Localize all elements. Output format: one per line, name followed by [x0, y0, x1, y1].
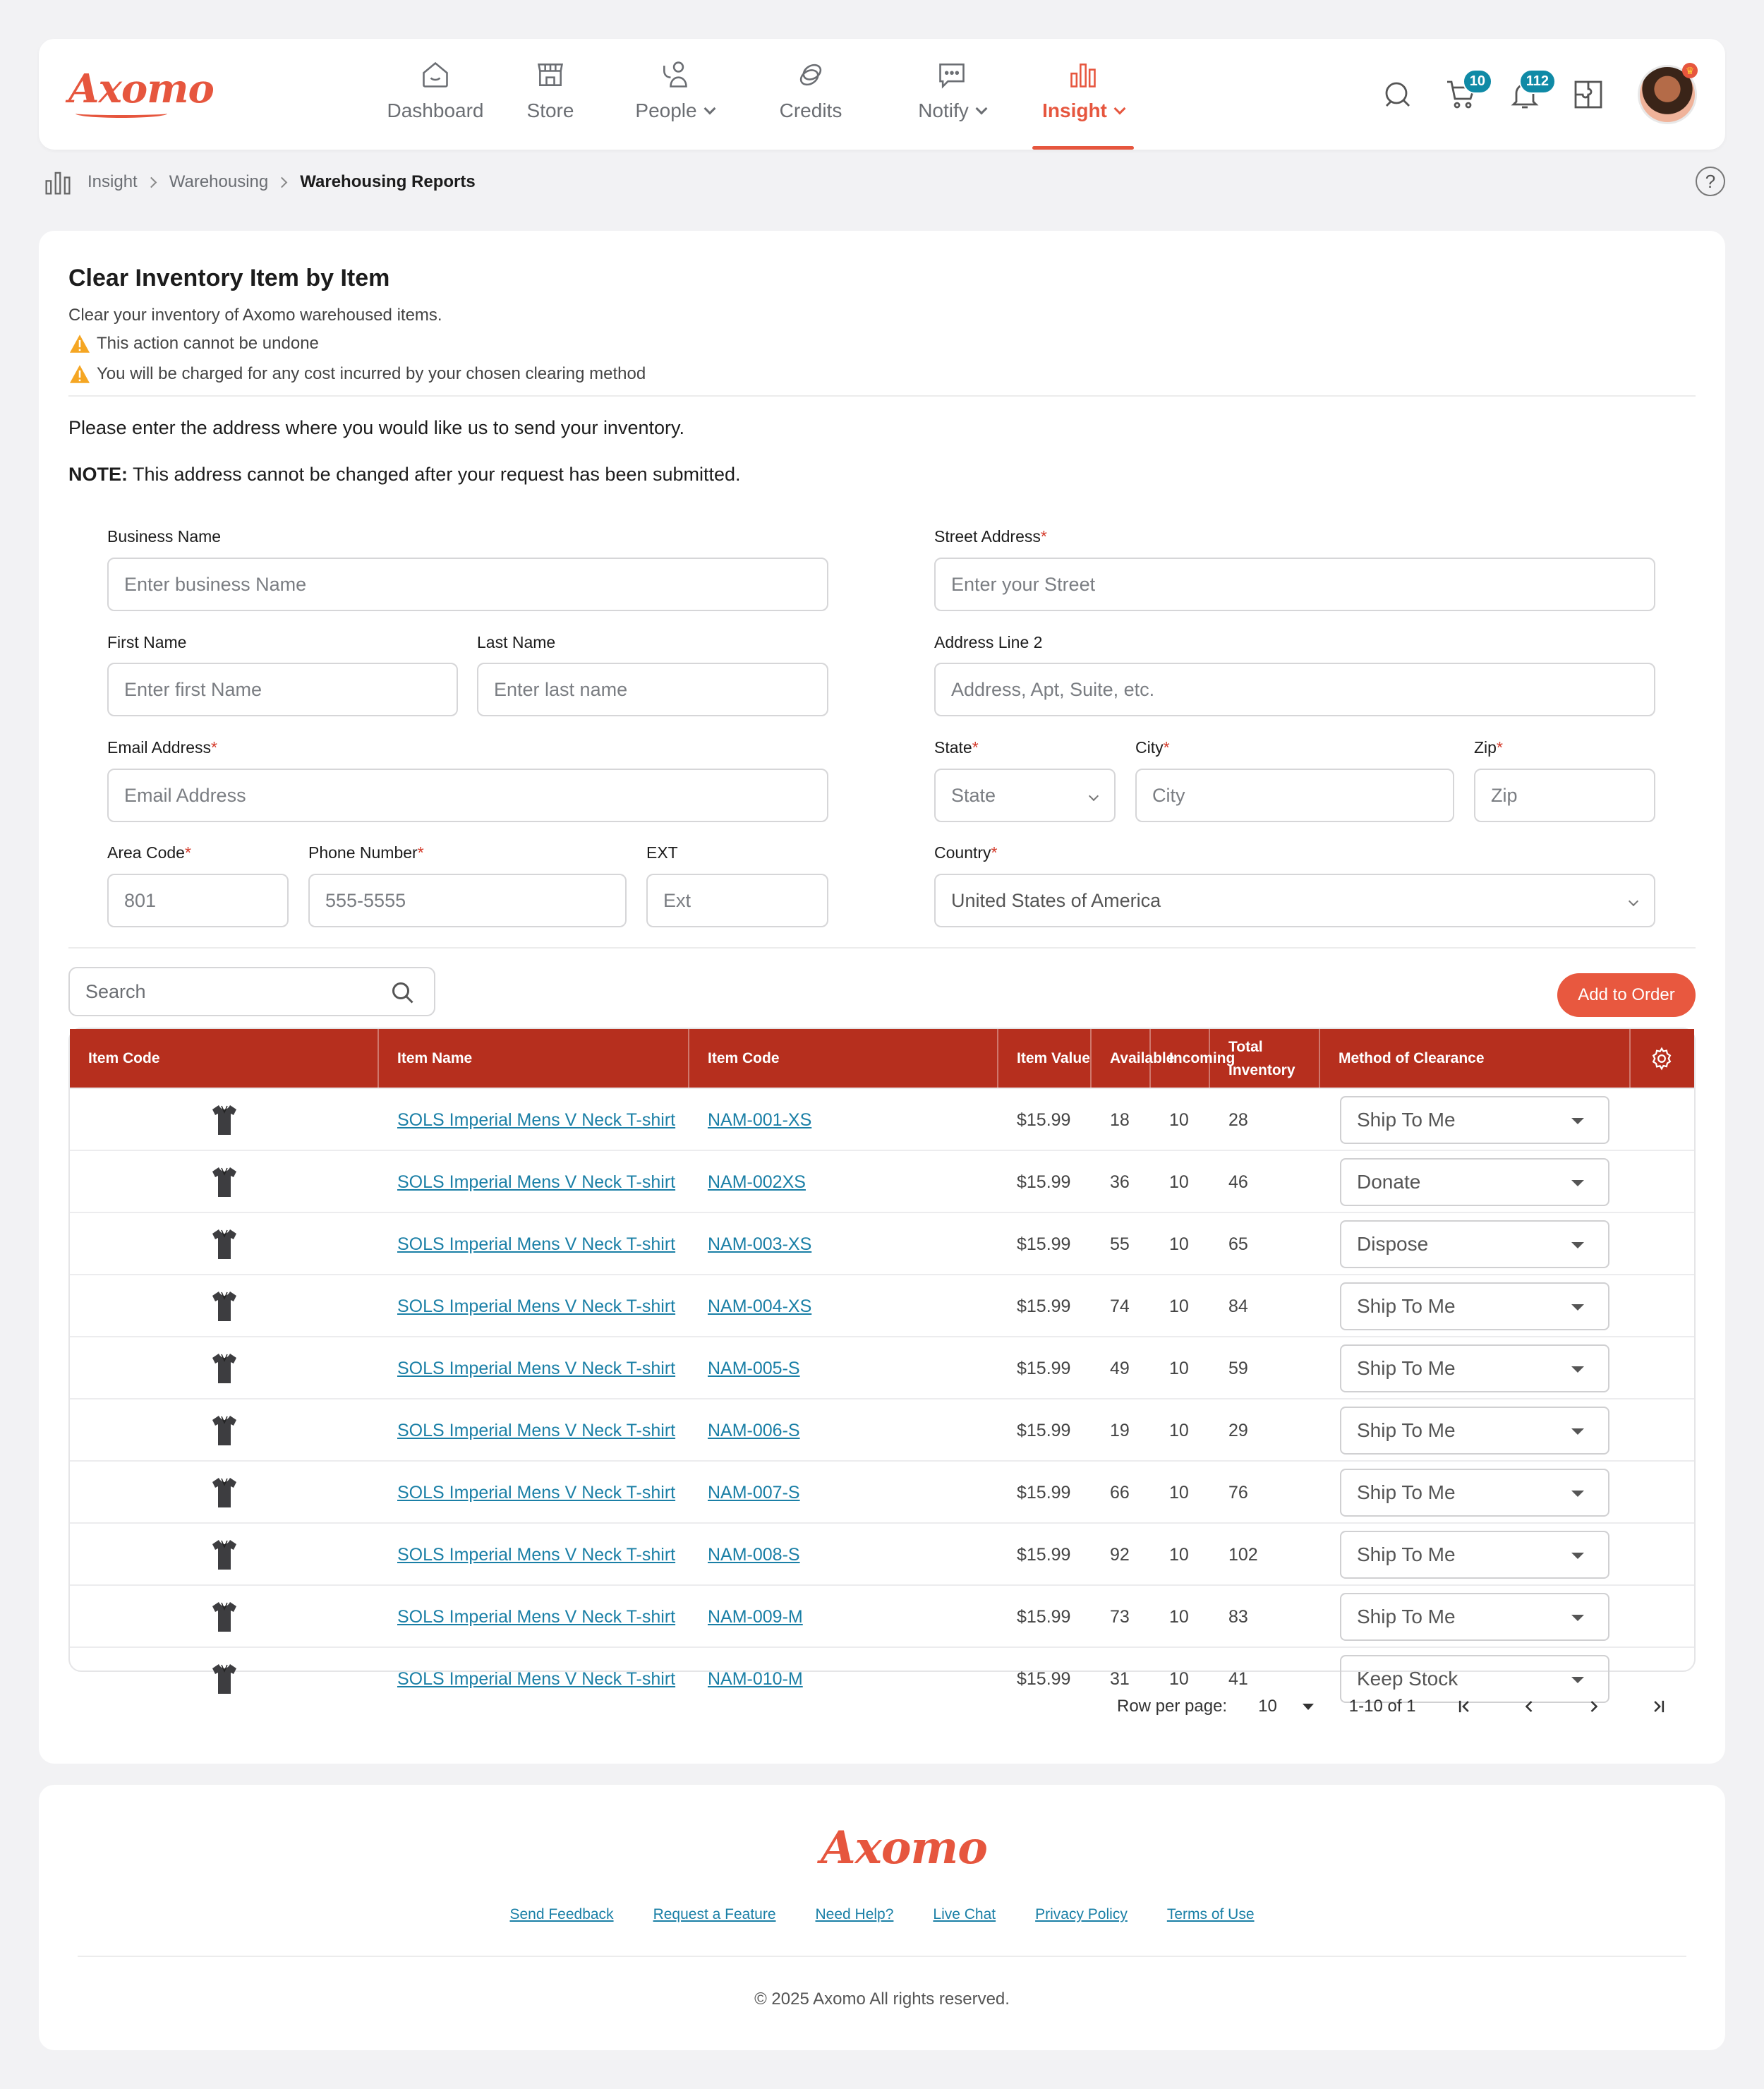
column-header[interactable]: Item Code [689, 1029, 998, 1088]
available-count: 31 [1110, 1668, 1130, 1689]
home-smile-icon [419, 59, 452, 91]
chevron-right-icon [1584, 1697, 1604, 1716]
column-settings[interactable] [1631, 1029, 1697, 1088]
notifications-button[interactable] [1504, 73, 1549, 116]
tshirt-thumbnail-icon [210, 1476, 238, 1510]
item-name-link[interactable]: SOLS Imperial Mens V Neck T-shirt [397, 1172, 676, 1192]
footer [39, 1785, 1725, 2050]
warning-line [68, 334, 319, 354]
caret-down-icon [1571, 1118, 1584, 1124]
item-name-cell [379, 1337, 689, 1399]
item-code-link[interactable]: NAM-008-S [708, 1544, 800, 1565]
puzzle-icon [1571, 78, 1605, 112]
notification-count-badge: 112 [1519, 69, 1556, 94]
state-select[interactable] [934, 769, 1116, 822]
city-input[interactable]: City [1135, 769, 1454, 822]
table-row [70, 1460, 1694, 1522]
item-name-link[interactable]: SOLS Imperial Mens V Neck T-shirt [397, 1234, 676, 1254]
item-value: $15.99 [1017, 1358, 1071, 1378]
clearance-method-value: Ship To Me [1357, 1543, 1456, 1565]
tshirt-thumbnail-icon [210, 1414, 238, 1447]
help-icon[interactable]: ? [1696, 167, 1725, 196]
item-code-cell [689, 1648, 998, 1710]
main-card [39, 231, 1725, 1764]
bar-chart-icon [44, 169, 72, 195]
item-value: $15.99 [1017, 1668, 1071, 1689]
breadcrumb [44, 169, 476, 195]
available-count: 36 [1110, 1172, 1130, 1192]
ext-input[interactable]: Ext [646, 874, 828, 927]
caret-down-icon [1571, 1615, 1584, 1621]
clearance-method-value: Ship To Me [1357, 1606, 1456, 1627]
item-code-link[interactable]: NAM-004-XS [708, 1296, 812, 1316]
required-mark: * [1163, 738, 1170, 757]
city-label [1135, 738, 1170, 757]
area-code-label-text: Area Code [107, 843, 185, 862]
state-label [934, 738, 979, 757]
item-code-cell [689, 1399, 998, 1462]
nav-label [1042, 100, 1124, 122]
item-code-cell [689, 1524, 998, 1586]
item-name-cell [379, 1586, 689, 1648]
note-label: NOTE: [68, 464, 128, 485]
item-value: $15.99 [1017, 1234, 1071, 1254]
footer-logo[interactable]: Axomo [821, 1822, 987, 1874]
column-header[interactable]: Item Value [998, 1029, 1092, 1088]
nav-label: Dashboard [387, 100, 484, 121]
area-code-input[interactable]: 801 [107, 874, 289, 927]
inventory-table [68, 1028, 1696, 1690]
clearance-method-select[interactable] [1340, 1407, 1609, 1455]
total-inventory: 102 [1228, 1544, 1258, 1565]
nav-label: Credits [779, 100, 842, 121]
cart-button[interactable] [1440, 73, 1485, 116]
available-count: 18 [1110, 1109, 1130, 1130]
caret-down-icon [1571, 1553, 1584, 1559]
add-to-order-button[interactable]: Add to Order [1557, 973, 1696, 1017]
tshirt-thumbnail-icon [210, 1662, 238, 1696]
country-label [934, 843, 998, 862]
zip-input[interactable]: Zip [1474, 769, 1655, 822]
business-name-input[interactable]: Enter business Name [107, 558, 828, 611]
required-mark: * [1040, 527, 1047, 546]
nav-label-text: Notify [918, 100, 969, 121]
item-name-link[interactable]: SOLS Imperial Mens V Neck T-shirt [397, 1109, 676, 1130]
clearance-method-select[interactable] [1340, 1158, 1609, 1206]
pagination [1117, 1689, 1676, 1724]
caret-down-icon [1571, 1366, 1584, 1373]
clearance-method-value: Keep Stock [1357, 1668, 1458, 1690]
available-count: 49 [1110, 1358, 1130, 1378]
available-count: 66 [1110, 1482, 1130, 1503]
main-nav [377, 39, 1128, 150]
privacy-policy-link[interactable]: Privacy Policy [1035, 1906, 1128, 1922]
item-name-cell [379, 1399, 689, 1462]
item-code-link[interactable]: NAM-010-M [708, 1668, 803, 1689]
clearance-method-value: Ship To Me [1357, 1295, 1456, 1317]
brand-logo[interactable] [68, 66, 214, 112]
item-value: $15.99 [1017, 1109, 1071, 1130]
item-code-link[interactable]: NAM-007-S [708, 1482, 800, 1503]
send-feedback-link[interactable]: Send Feedback [509, 1906, 614, 1922]
item-code-cell [689, 1089, 998, 1151]
item-name-link[interactable]: SOLS Imperial Mens V Neck T-shirt [397, 1420, 676, 1440]
clearance-method-value: Ship To Me [1357, 1481, 1456, 1503]
required-mark: * [991, 843, 998, 862]
tshirt-thumbnail-icon [210, 1227, 238, 1261]
item-code-link[interactable]: NAM-006-S [708, 1420, 800, 1440]
total-inventory: 65 [1228, 1234, 1248, 1254]
caret-down-icon [1303, 1704, 1314, 1710]
breadcrumb-warehousing[interactable]: Warehousing [169, 172, 269, 191]
required-mark: * [417, 843, 424, 862]
chevron-left-icon [1519, 1697, 1539, 1716]
item-name-cell [379, 1089, 689, 1151]
store-icon [534, 59, 567, 91]
street-label [934, 527, 1047, 546]
incoming-count: 10 [1169, 1358, 1189, 1378]
warning-text: This action cannot be undone [97, 334, 319, 353]
ext-label: EXT [646, 843, 678, 862]
first-name-label: First Name [107, 633, 187, 651]
nav-people[interactable] [627, 39, 722, 150]
required-mark: * [972, 738, 979, 757]
caret-down-icon [1571, 1491, 1584, 1497]
tshirt-thumbnail-icon [210, 1289, 238, 1323]
total-inventory: 41 [1228, 1668, 1248, 1689]
logo-swoosh [75, 109, 167, 118]
item-code-link[interactable]: NAM-003-XS [708, 1234, 812, 1254]
brand-logo-text: Axomo [68, 66, 214, 112]
clearance-method-select[interactable] [1340, 1220, 1609, 1268]
email-field[interactable]: Email Address [107, 769, 828, 822]
last-name-label: Last Name [477, 633, 556, 651]
need-help-link[interactable]: Need Help? [815, 1906, 894, 1922]
incoming-count: 10 [1169, 1606, 1189, 1627]
breadcrumb-insight[interactable]: Insight [87, 172, 138, 191]
item-code-cell [689, 1462, 998, 1524]
item-thumbnail[interactable] [70, 1213, 379, 1275]
required-mark: * [184, 843, 191, 862]
chevron-right-icon [145, 176, 157, 188]
phone-label-text: Phone Number [308, 843, 418, 862]
item-code-cell [689, 1151, 998, 1213]
nav-store[interactable] [512, 39, 589, 150]
search-icon [390, 980, 416, 1006]
crown-icon: ♛ [1682, 63, 1698, 78]
chevron-down-icon [703, 103, 715, 115]
item-name-cell [379, 1213, 689, 1275]
address-line2-label: Address Line 2 [934, 633, 1043, 651]
item-value: $15.99 [1017, 1172, 1071, 1192]
phone-label [308, 843, 424, 862]
address-note [68, 464, 741, 486]
clearance-method-value: Ship To Me [1357, 1109, 1456, 1131]
table-row [70, 1150, 1694, 1212]
next-page-button[interactable] [1577, 1690, 1611, 1723]
total-inventory: 59 [1228, 1358, 1248, 1378]
tshirt-thumbnail-icon [210, 1351, 238, 1385]
column-header[interactable]: Method of Clearance [1320, 1029, 1631, 1088]
rows-per-page-select[interactable] [1258, 1697, 1314, 1716]
clearance-method-value: Dispose [1357, 1233, 1429, 1255]
incoming-count: 10 [1169, 1109, 1189, 1130]
chevron-right-icon [277, 176, 288, 188]
item-code-cell [689, 1586, 998, 1648]
user-avatar[interactable] [1638, 65, 1697, 124]
phone-number-input[interactable]: 555-5555 [308, 874, 627, 927]
item-name-link[interactable]: SOLS Imperial Mens V Neck T-shirt [397, 1358, 676, 1378]
item-name-cell [379, 1524, 689, 1586]
item-thumbnail[interactable] [70, 1337, 379, 1399]
note-text: This address cannot be changed after your request has been submitted. [128, 464, 741, 485]
item-name-link[interactable]: SOLS Imperial Mens V Neck T-shirt [397, 1668, 676, 1689]
magnify-chat-icon [1381, 78, 1415, 112]
nav-label [635, 100, 713, 122]
item-code-link[interactable]: NAM-002XS [708, 1172, 806, 1192]
clearance-method-select[interactable] [1340, 1593, 1609, 1641]
incoming-count: 10 [1169, 1544, 1189, 1565]
divider [68, 947, 1696, 949]
total-inventory: 76 [1228, 1482, 1248, 1503]
item-name-link[interactable]: SOLS Imperial Mens V Neck T-shirt [397, 1482, 676, 1503]
item-thumbnail[interactable] [70, 1524, 379, 1586]
table-row [70, 1088, 1694, 1150]
item-value: $15.99 [1017, 1482, 1071, 1503]
people-icon [658, 59, 691, 91]
item-name-cell [379, 1648, 689, 1710]
column-header[interactable]: Item Code [70, 1029, 379, 1088]
total-inventory: 29 [1228, 1420, 1248, 1440]
nav-dashboard[interactable] [377, 39, 493, 150]
divider [68, 395, 1696, 397]
clearance-method-select[interactable] [1340, 1282, 1609, 1330]
address-instruction: Please enter the address where you would like us to send your inventory. [68, 417, 684, 438]
warning-text: You will be charged for any cost incurred by your chosen clearing method [97, 364, 646, 383]
search-placeholder: Search [85, 980, 146, 1002]
tshirt-thumbnail-icon [210, 1600, 238, 1634]
clearance-method-select[interactable] [1340, 1469, 1609, 1517]
email-label-text: Email Address [107, 738, 212, 757]
breadcrumb-current: Warehousing Reports [300, 172, 476, 191]
item-code-link[interactable]: NAM-005-S [708, 1358, 800, 1378]
nav-label-text: Insight [1042, 100, 1107, 121]
first-page-icon [1454, 1697, 1474, 1716]
previous-page-button[interactable] [1512, 1690, 1546, 1723]
available-count: 92 [1110, 1544, 1130, 1565]
item-value: $15.99 [1017, 1296, 1071, 1316]
item-code-cell [689, 1275, 998, 1337]
incoming-count: 10 [1169, 1172, 1189, 1192]
item-thumbnail[interactable] [70, 1399, 379, 1462]
required-mark: * [211, 738, 217, 757]
column-header[interactable]: Total Inventory [1210, 1029, 1320, 1088]
table-header [70, 1029, 1694, 1088]
chevron-down-icon [1113, 103, 1125, 115]
search-input[interactable] [68, 967, 435, 1016]
item-value: $15.99 [1017, 1420, 1071, 1440]
header-actions [1355, 39, 1697, 150]
page-title: Clear Inventory Item by Item [68, 265, 390, 291]
item-name-link[interactable]: SOLS Imperial Mens V Neck T-shirt [397, 1544, 676, 1565]
total-inventory: 84 [1228, 1296, 1248, 1316]
item-name-cell [379, 1151, 689, 1213]
item-name-link[interactable]: SOLS Imperial Mens V Neck T-shirt [397, 1606, 676, 1627]
caret-down-icon [1571, 1428, 1584, 1435]
country-select[interactable] [934, 874, 1655, 927]
city-label-text: City [1135, 738, 1164, 757]
table-row [70, 1522, 1694, 1584]
tshirt-thumbnail-icon [210, 1538, 238, 1572]
last-page-icon [1649, 1697, 1669, 1716]
tshirt-thumbnail-icon [210, 1165, 238, 1199]
clearance-method-select[interactable] [1340, 1096, 1609, 1144]
zip-label [1474, 738, 1503, 757]
country-select-value: United States of America [951, 889, 1161, 911]
clearance-method-value: Donate [1357, 1171, 1421, 1193]
page-subtitle: Clear your inventory of Axomo warehoused items. [68, 306, 442, 325]
nav-insight[interactable] [1038, 39, 1128, 150]
nav-label: Store [526, 100, 574, 121]
street-label-text: Street Address [934, 527, 1041, 546]
clearance-method-select[interactable] [1340, 1344, 1609, 1392]
rows-per-page-label: Row per page: [1117, 1697, 1228, 1716]
first-name-input[interactable]: Enter first Name [107, 663, 458, 716]
total-inventory: 83 [1228, 1606, 1248, 1627]
country-label-text: Country [934, 843, 991, 862]
nav-notify[interactable] [894, 39, 1010, 150]
nav-label [918, 100, 986, 122]
column-header[interactable]: Available [1092, 1029, 1151, 1088]
item-code-cell [689, 1213, 998, 1275]
incoming-count: 10 [1169, 1420, 1189, 1440]
required-mark: * [1496, 738, 1503, 757]
rows-per-page-value: 10 [1258, 1697, 1277, 1716]
total-inventory: 46 [1228, 1172, 1248, 1192]
request-feature-link[interactable]: Request a Feature [653, 1906, 776, 1922]
table-row [70, 1584, 1694, 1646]
coins-icon [795, 59, 827, 91]
item-code-cell [689, 1337, 998, 1399]
tshirt-thumbnail-icon [210, 1103, 238, 1137]
item-value: $15.99 [1017, 1544, 1071, 1565]
clearance-method-value: Ship To Me [1357, 1357, 1456, 1379]
item-name-cell [379, 1462, 689, 1524]
state-label-text: State [934, 738, 972, 757]
search-chat-button[interactable] [1377, 73, 1419, 116]
clearance-method-select[interactable] [1340, 1531, 1609, 1579]
table-row [70, 1212, 1694, 1274]
item-name-link[interactable]: SOLS Imperial Mens V Neck T-shirt [397, 1296, 676, 1316]
item-thumbnail[interactable] [70, 1462, 379, 1524]
item-thumbnail[interactable] [70, 1648, 379, 1710]
item-thumbnail[interactable] [70, 1275, 379, 1337]
item-thumbnail[interactable] [70, 1586, 379, 1648]
total-inventory: 28 [1228, 1109, 1248, 1130]
state-select-value: State [951, 784, 996, 806]
available-count: 19 [1110, 1420, 1130, 1440]
bar-chart-icon [1067, 59, 1099, 91]
item-thumbnail[interactable] [70, 1089, 379, 1151]
table-row [70, 1336, 1694, 1398]
caret-down-icon [1571, 1180, 1584, 1186]
live-chat-link[interactable]: Live Chat [933, 1906, 996, 1922]
available-count: 73 [1110, 1606, 1130, 1627]
zip-label-text: Zip [1474, 738, 1497, 757]
first-page-button[interactable] [1447, 1690, 1481, 1723]
item-code-link[interactable]: NAM-001-XS [708, 1109, 812, 1130]
clearance-method-value: Ship To Me [1357, 1419, 1456, 1441]
last-page-button[interactable] [1642, 1690, 1676, 1723]
item-value: $15.99 [1017, 1606, 1071, 1627]
incoming-count: 10 [1169, 1234, 1189, 1254]
warning-icon [68, 364, 91, 384]
chevron-down-icon [1629, 896, 1638, 906]
table-row [70, 1398, 1694, 1460]
nav-credits[interactable] [761, 39, 860, 150]
gear-icon [1649, 1046, 1674, 1071]
page-range: 1-10 of 1 [1348, 1697, 1416, 1716]
cart-count-badge: 10 [1463, 69, 1492, 94]
warning-icon [68, 334, 91, 354]
column-header[interactable]: Item Name [379, 1029, 689, 1088]
incoming-count: 10 [1169, 1482, 1189, 1503]
nav-label-text: People [635, 100, 697, 121]
chevron-down-icon [1089, 791, 1099, 801]
terms-of-use-link[interactable]: Terms of Use [1166, 1906, 1255, 1922]
table-row [70, 1274, 1694, 1336]
warning-line [68, 364, 646, 384]
top-navigation-bar [39, 39, 1725, 150]
copyright: © 2025 Axomo All rights reserved. [754, 1989, 1010, 2009]
business-name-label: Business Name [107, 527, 222, 546]
email-label [107, 738, 217, 757]
area-code-label [107, 843, 191, 862]
caret-down-icon [1571, 1304, 1584, 1311]
chat-icon [936, 59, 968, 91]
incoming-count: 10 [1169, 1668, 1189, 1689]
street-address-input[interactable]: Enter your Street [934, 558, 1655, 611]
caret-down-icon [1571, 1677, 1584, 1683]
last-name-input[interactable]: Enter last name [477, 663, 828, 716]
item-code-link[interactable]: NAM-009-M [708, 1606, 803, 1627]
caret-down-icon [1571, 1242, 1584, 1248]
available-count: 74 [1110, 1296, 1130, 1316]
available-count: 55 [1110, 1234, 1130, 1254]
incoming-count: 10 [1169, 1296, 1189, 1316]
address-line2-input[interactable]: Address, Apt, Suite, etc. [934, 663, 1655, 716]
divider [78, 1956, 1686, 1957]
footer-links [39, 1906, 1725, 1923]
column-header[interactable]: Incoming [1151, 1029, 1210, 1088]
item-thumbnail[interactable] [70, 1151, 379, 1213]
chevron-down-icon [975, 103, 987, 115]
integrations-button[interactable] [1567, 73, 1609, 116]
item-name-cell [379, 1275, 689, 1337]
